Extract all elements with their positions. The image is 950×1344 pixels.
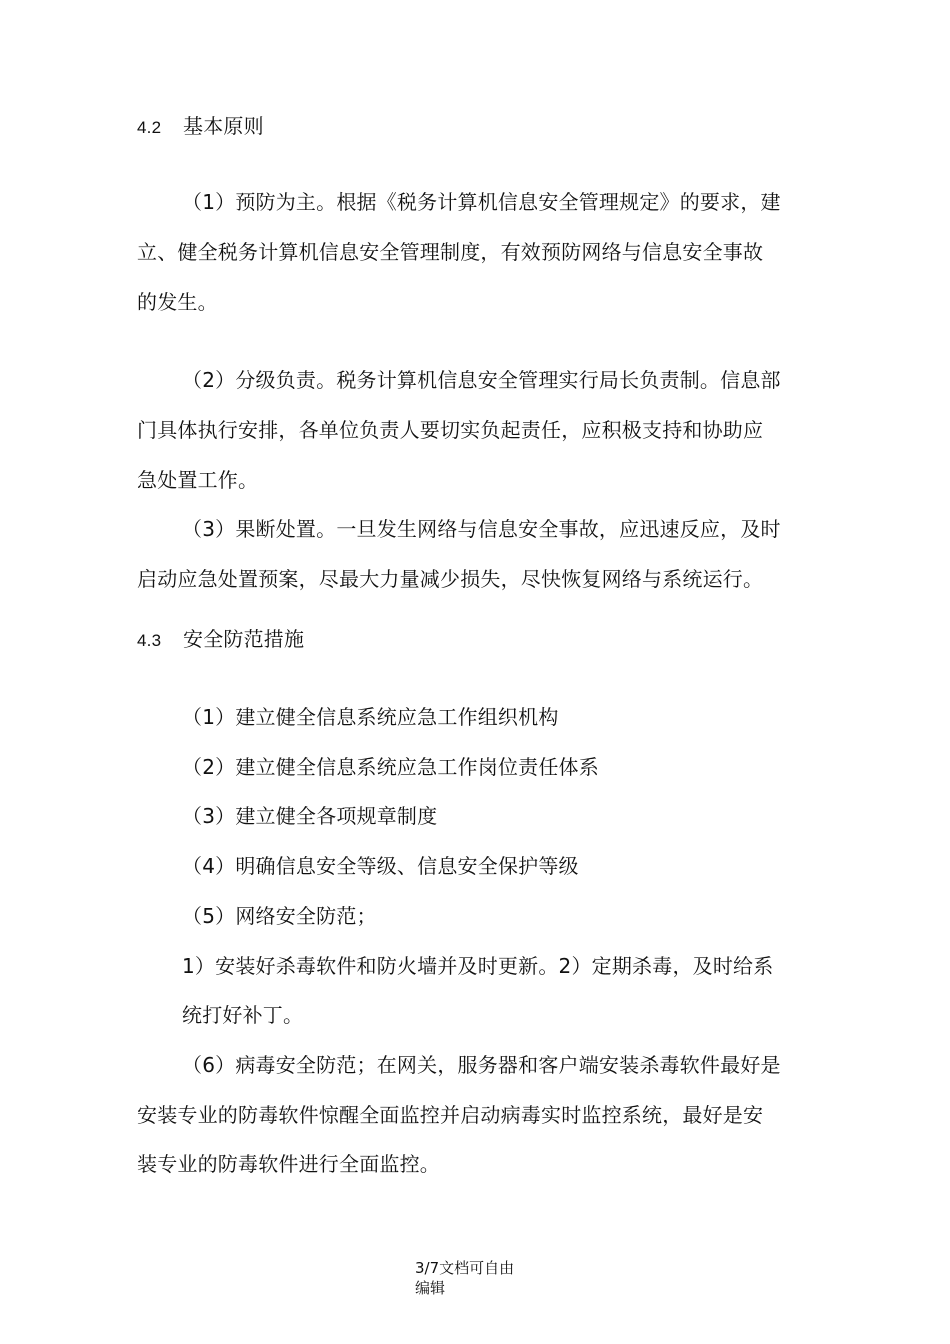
section-number: 4.2 [137, 118, 162, 137]
footer-line: 编辑 [415, 1279, 446, 1297]
section-title: 基本原则 [183, 114, 264, 138]
paragraph-line: 安装专业的防毒软件惊醒全面监控并启动病毒实时监控系统，最好是安 [137, 1103, 764, 1127]
paragraph-line: （1）预防为主。根据《税务计算机信息安全管理规定》的要求，建 [182, 190, 781, 214]
section-title: 安全防范措施 [183, 627, 305, 651]
paragraph-line: （3）果断处置。一旦发生网络与信息安全事故，应迅速反应，及时 [182, 517, 781, 541]
section-number: 4.3 [137, 631, 162, 650]
sub-item-line: 统打好补丁。 [182, 1003, 304, 1027]
section-heading-4-3 [137, 626, 304, 654]
paragraph-line: 装专业的防毒软件进行全面监控。 [137, 1152, 440, 1176]
paragraph-line: 的发生。 [137, 290, 218, 314]
list-item: （2）建立健全信息系统应急工作岗位责任体系 [182, 755, 599, 779]
list-item: （4）明确信息安全等级、信息安全保护等级 [182, 854, 579, 878]
paragraph-line: 立、健全税务计算机信息安全管理制度，有效预防网络与信息安全事故 [137, 240, 764, 264]
list-item: （3）建立健全各项规章制度 [182, 804, 438, 828]
list-item: （5）网络安全防范； [182, 904, 377, 928]
footer-line: 3/7文档可自由 [415, 1259, 515, 1277]
paragraph-line: 门具体执行安排，各单位负责人要切实负起责任，应积极支持和协助应 [137, 418, 764, 442]
paragraph-line: （6）病毒安全防范；在网关，服务器和客户端安装杀毒软件最好是 [182, 1053, 781, 1077]
sub-item-line: 1）安装好杀毒软件和防火墙并及时更新。2）定期杀毒，及时给系 [182, 954, 774, 978]
section-heading-4-2 [137, 113, 264, 141]
paragraph-line: 急处置工作。 [137, 468, 259, 492]
paragraph-line: 启动应急处置预案，尽最大力量减少损失，尽快恢复网络与系统运行。 [137, 567, 764, 591]
page-footer [415, 1258, 514, 1298]
list-item: （1）建立健全信息系统应急工作组织机构 [182, 705, 559, 729]
paragraph-line: （2）分级负责。税务计算机信息安全管理实行局长负责制。信息部 [182, 368, 781, 392]
